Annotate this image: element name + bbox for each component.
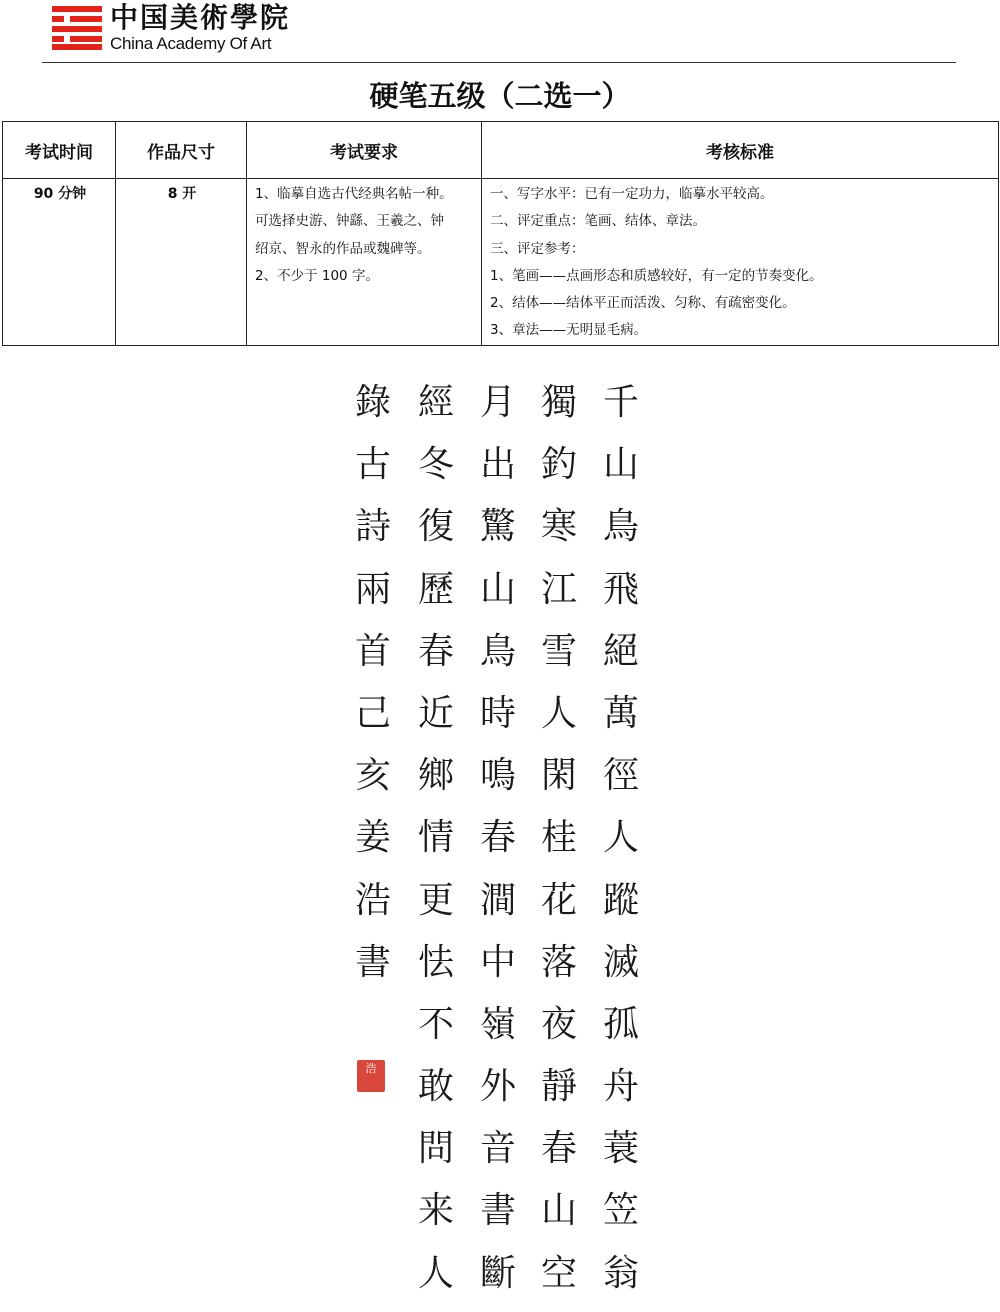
calligraphy-character: 江 — [540, 568, 577, 610]
academy-logo-icon — [52, 6, 102, 50]
calligraphy-character: 寒 — [540, 506, 577, 548]
calligraphy-character: 徑 — [602, 755, 639, 797]
calligraphy-character: 斷 — [479, 1252, 516, 1294]
standard-line: 一、写字水平：已有一定功力，临摹水平较高。 — [490, 186, 774, 202]
calligraphy-character: 来 — [417, 1190, 454, 1232]
calligraphy-character: 詩 — [354, 506, 391, 548]
calligraphy-character: 山 — [602, 444, 639, 486]
calligraphy-character: 笠 — [602, 1190, 639, 1232]
calligraphy-character: 亥 — [354, 755, 391, 797]
logo-chinese-name: 中国美術學院 — [110, 1, 291, 34]
calligraphy-character: 山 — [540, 1190, 577, 1232]
calligraphy-character: 驚 — [479, 506, 516, 548]
calligraphy-character: 冬 — [417, 444, 454, 486]
calligraphy-character: 經 — [417, 382, 454, 423]
calligraphy-character: 外 — [479, 1066, 516, 1108]
calligraphy-character: 問 — [417, 1128, 454, 1170]
calligraphy-character: 夜 — [540, 1003, 577, 1045]
calligraphy-character: 人 — [540, 692, 577, 734]
requirement-line: 可选择史游、钟繇、王羲之、钟 — [255, 213, 444, 230]
calligraphy-column-1 — [588, 372, 654, 1305]
calligraphy-character: 山 — [479, 568, 516, 610]
calligraphy-character: 音 — [479, 1128, 516, 1170]
calligraphy-character: 舟 — [602, 1066, 639, 1108]
calligraphy-character: 滅 — [602, 941, 639, 983]
calligraphy-character: 鳴 — [479, 755, 516, 797]
cell-exam-time: 90 分钟 — [3, 179, 116, 346]
calligraphy-character: 春 — [417, 630, 454, 672]
calligraphy-character: 月 — [479, 382, 516, 423]
calligraphy-character: 獨 — [540, 382, 577, 423]
standard-line: 1、笔画——点画形态和质感较好，有一定的节奏变化。 — [490, 267, 823, 284]
calligraphy-character: 兩 — [354, 568, 391, 610]
calligraphy-character: 姜 — [354, 817, 391, 859]
calligraphy-character: 古 — [354, 444, 391, 486]
calligraphy-character: 敢 — [417, 1066, 454, 1108]
calligraphy-character: 書 — [479, 1190, 516, 1232]
exam-requirements-table — [2, 121, 999, 346]
calligraphy-character: 蹤 — [602, 879, 639, 921]
header — [0, 0, 1000, 64]
calligraphy-character: 春 — [540, 1128, 577, 1170]
calligraphy-character: 浩 — [354, 879, 391, 921]
seal-stamp: 浩 — [357, 1060, 385, 1092]
calligraphy-character: 書 — [354, 941, 391, 983]
calligraphy-character: 不 — [417, 1003, 454, 1045]
standard-line: 三、评定参考： — [490, 240, 585, 257]
header-exam-time: 考试时间 — [3, 122, 116, 179]
cell-requirements — [247, 179, 482, 346]
calligraphy-character: 怯 — [417, 941, 454, 983]
requirement-line: 绍京、智永的作品或魏碑等。 — [255, 240, 431, 257]
table-header-row — [3, 122, 999, 179]
calligraphy-character: 首 — [354, 630, 391, 672]
calligraphy-sample — [0, 340, 1000, 1312]
calligraphy-character: 萬 — [602, 692, 639, 734]
calligraphy-character: 時 — [479, 692, 516, 734]
calligraphy-character: 翁 — [602, 1252, 639, 1294]
header-divider — [42, 62, 956, 63]
table-row — [3, 179, 999, 346]
calligraphy-character: 飛 — [602, 568, 639, 610]
calligraphy-character: 孤 — [602, 1003, 639, 1045]
calligraphy-character: 千 — [602, 382, 639, 423]
calligraphy-character: 更 — [417, 879, 454, 921]
calligraphy-column-5 — [340, 372, 406, 994]
standard-line: 3、章法——无明显毛病。 — [490, 322, 648, 339]
calligraphy-character: 人 — [602, 817, 639, 859]
calligraphy-column-4 — [403, 372, 469, 1305]
header-exam-requirements: 考试要求 — [247, 122, 482, 179]
calligraphy-character: 鳥 — [479, 630, 516, 672]
calligraphy-character: 花 — [540, 879, 577, 921]
calligraphy-character: 己 — [354, 692, 391, 734]
calligraphy-character: 鄉 — [417, 755, 454, 797]
requirement-line: 1、临摹自选古代经典名帖一种。 — [255, 186, 453, 202]
logo-english-name: China Academy Of Art — [110, 34, 272, 53]
calligraphy-character: 澗 — [479, 879, 516, 921]
calligraphy-character: 復 — [417, 506, 454, 548]
calligraphy-character: 人 — [417, 1252, 454, 1294]
calligraphy-character: 空 — [540, 1252, 577, 1294]
calligraphy-character: 中 — [479, 941, 516, 983]
calligraphy-character: 閑 — [540, 755, 577, 797]
calligraphy-column-2 — [526, 372, 592, 1305]
calligraphy-character: 蓑 — [602, 1128, 639, 1170]
cell-standards — [482, 179, 999, 346]
calligraphy-column-3 — [465, 372, 531, 1305]
calligraphy-character: 桂 — [540, 817, 577, 859]
header-assessment-standards: 考核标准 — [482, 122, 999, 179]
page-title: 硬笔五级（二选一） — [369, 79, 631, 113]
cell-work-size: 8 开 — [116, 179, 247, 346]
calligraphy-character: 釣 — [540, 444, 577, 486]
requirement-line: 2、不少于 100 字。 — [255, 267, 379, 284]
calligraphy-character: 春 — [479, 817, 516, 859]
calligraphy-character: 近 — [417, 692, 454, 734]
calligraphy-character: 出 — [479, 444, 516, 486]
standard-line: 二、评定重点：笔画、结体、章法。 — [490, 213, 706, 230]
calligraphy-character: 歷 — [417, 568, 454, 610]
calligraphy-character: 鳥 — [602, 506, 639, 548]
calligraphy-character: 落 — [540, 941, 577, 983]
calligraphy-character: 情 — [417, 817, 454, 859]
calligraphy-character: 錄 — [354, 382, 391, 423]
calligraphy-character: 雪 — [540, 630, 577, 672]
calligraphy-character: 嶺 — [479, 1003, 516, 1045]
calligraphy-character: 靜 — [540, 1066, 577, 1108]
calligraphy-character: 絕 — [602, 630, 639, 672]
header-work-size: 作品尺寸 — [116, 122, 247, 179]
standard-line: 2、结体——结体平正而活泼、匀称、有疏密变化。 — [490, 295, 796, 312]
